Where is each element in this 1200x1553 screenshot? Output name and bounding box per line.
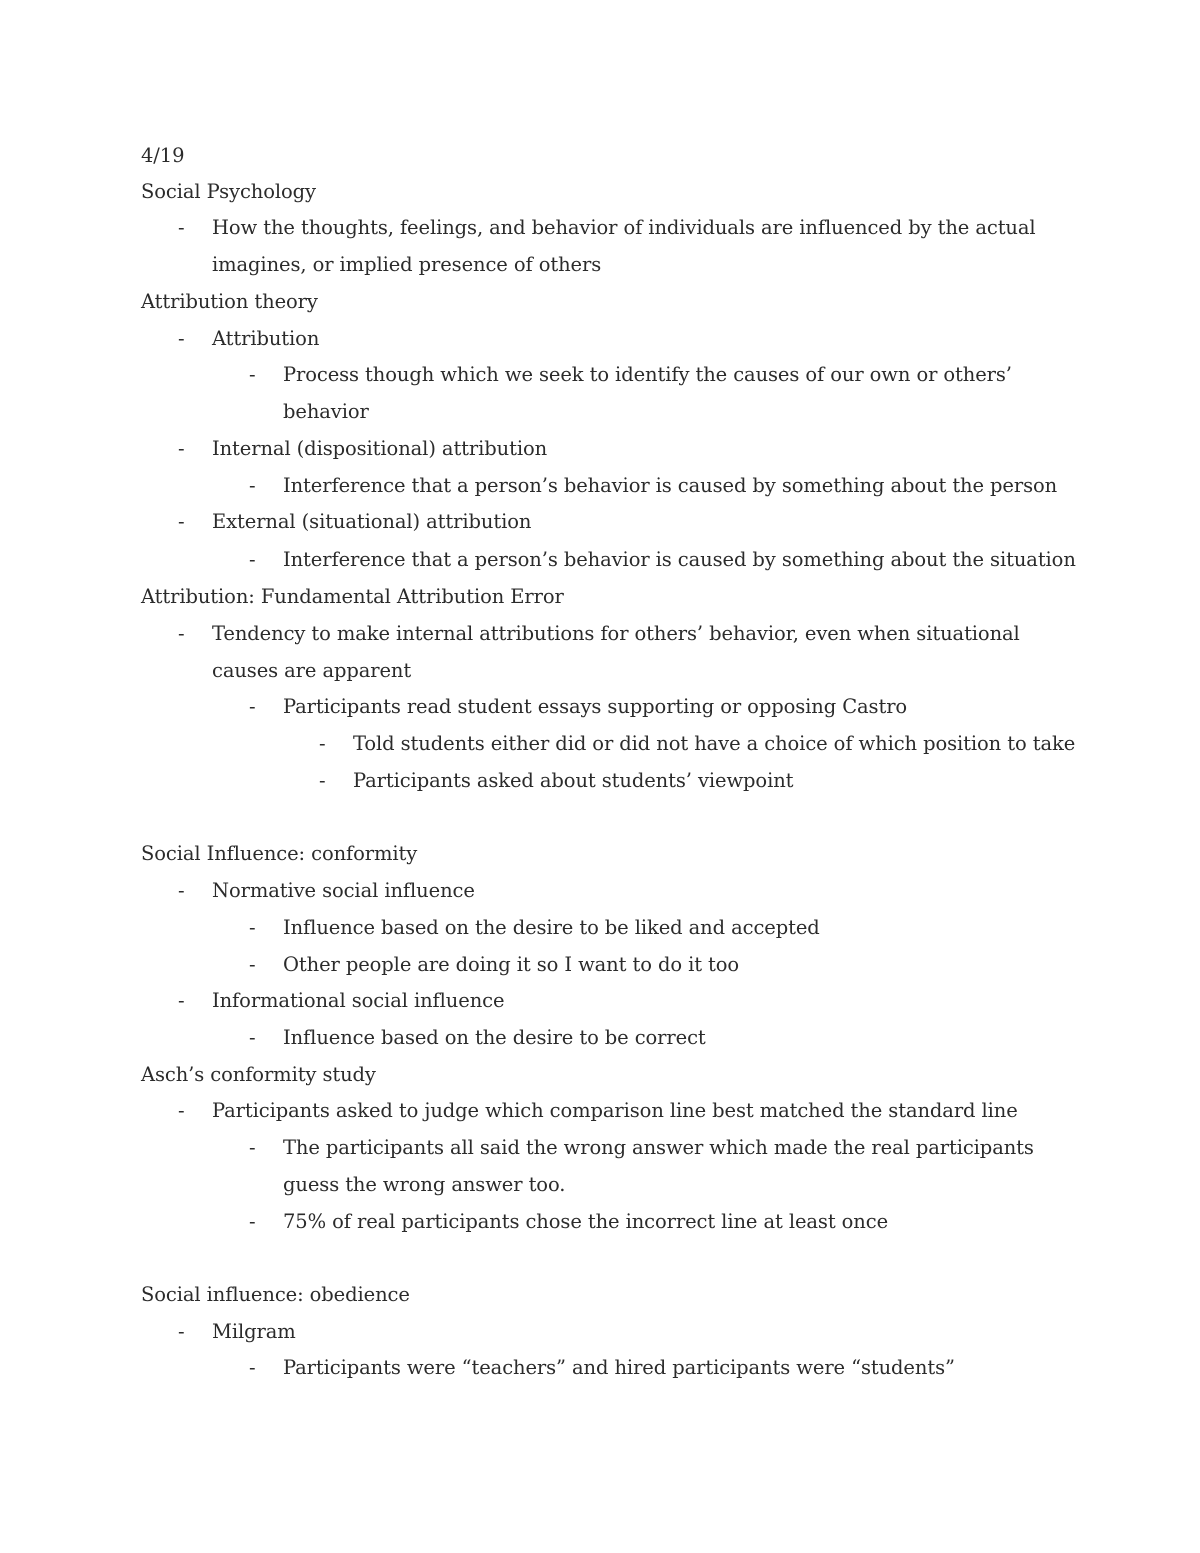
list-item: Internal (dispositional) attribution (212, 437, 548, 460)
list-item: Normative social influence (212, 879, 475, 902)
bullet-dash: - (249, 695, 256, 718)
bullet-dash: - (249, 1210, 256, 1233)
list-item: Participants asked about students’ viewpoint (353, 769, 794, 792)
list-item: Informational social influence (212, 989, 505, 1012)
list-item: Other people are doing it so I want to do it too (283, 953, 740, 976)
list-item: Tendency to make internal attributions for others’ behavior, even when situational (212, 622, 1020, 645)
bullet-dash: - (178, 879, 185, 902)
list-item: The participants all said the wrong answer which made the real participants (283, 1136, 1034, 1159)
bullet-dash: - (249, 363, 256, 386)
bullet-dash: - (319, 769, 326, 792)
bullet-dash: - (249, 1356, 256, 1379)
bullet-dash: - (249, 916, 256, 939)
list-item: Milgram (212, 1320, 296, 1343)
list-item: 75% of real participants chose the incorrect line at least once (283, 1210, 889, 1233)
heading-fundamental-attribution-error: Attribution: Fundamental Attribution Error (141, 585, 564, 608)
heading-social-influence-conformity: Social Influence: conformity (141, 842, 418, 865)
list-item-continuation: guess the wrong answer too. (283, 1173, 566, 1196)
bullet-dash: - (249, 1026, 256, 1049)
list-item: Participants read student essays supporting or opposing Castro (283, 695, 908, 718)
bullet-dash: - (178, 1099, 185, 1122)
bullet-dash: - (178, 1320, 185, 1343)
bullet-dash: - (249, 474, 256, 497)
heading-asch-conformity-study: Asch’s conformity study (141, 1063, 376, 1086)
list-item: Told students either did or did not have a choice of which position to take (353, 732, 1076, 755)
bullet-dash: - (178, 437, 185, 460)
heading-attribution-theory: Attribution theory (141, 290, 318, 313)
list-item: How the thoughts, feelings, and behavior of individuals are influenced by the actual (212, 216, 1036, 239)
list-item-continuation: causes are apparent (212, 659, 412, 682)
list-item: External (situational) attribution (212, 510, 532, 533)
list-item-continuation: imagines, or implied presence of others (212, 253, 602, 276)
list-item: Attribution (212, 327, 320, 350)
bullet-dash: - (249, 548, 256, 571)
bullet-dash: - (178, 327, 185, 350)
list-item: Participants were “teachers” and hired participants were “students” (283, 1356, 955, 1379)
list-item: Interference that a person’s behavior is caused by something about the person (283, 474, 1058, 497)
list-item: Interference that a person’s behavior is caused by something about the situation (283, 548, 1076, 571)
heading-social-psychology: Social Psychology (141, 180, 316, 203)
date: 4/19 (141, 144, 185, 167)
bullet-dash: - (178, 622, 185, 645)
bullet-dash: - (249, 953, 256, 976)
list-item: Participants asked to judge which comparison line best matched the standard line (212, 1099, 1018, 1122)
bullet-dash: - (319, 732, 326, 755)
bullet-dash: - (178, 989, 185, 1012)
bullet-dash: - (249, 1136, 256, 1159)
list-item: Influence based on the desire to be correct (283, 1026, 706, 1049)
heading-social-influence-obedience: Social influence: obedience (141, 1283, 410, 1306)
bullet-dash: - (178, 216, 185, 239)
list-item: Influence based on the desire to be liked and accepted (283, 916, 820, 939)
list-item-continuation: behavior (283, 400, 369, 423)
list-item: Process though which we seek to identify the causes of our own or others’ (283, 363, 1012, 386)
bullet-dash: - (178, 510, 185, 533)
